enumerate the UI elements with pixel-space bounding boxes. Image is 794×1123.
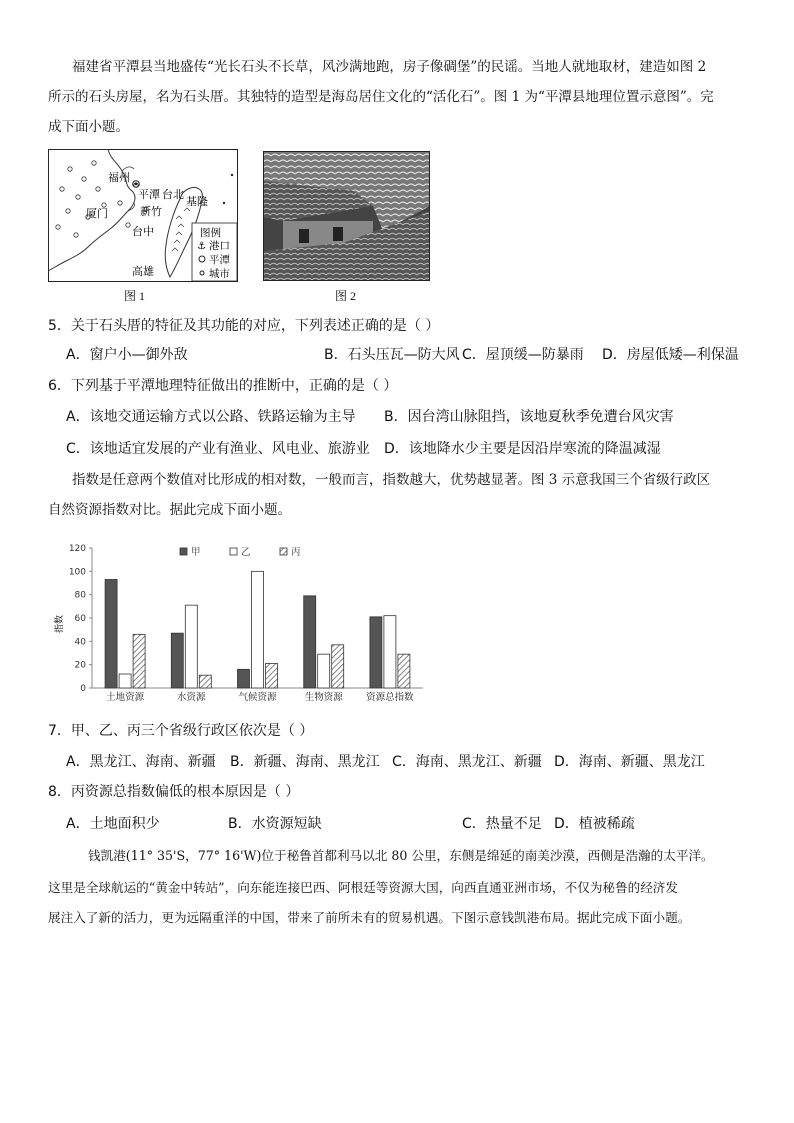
x-tick-label: 资源总指数 — [366, 692, 414, 703]
q7-stem: 7．甲、乙、丙三个省级行政区依次是（ ） — [48, 723, 314, 739]
y-tick-label: 40 — [74, 637, 86, 648]
y-tick-label: 60 — [74, 614, 86, 624]
intro3-line1: 钱凯港(11° 35'S，77° 16'W)位于秘鲁首都利马以北 80 公里，东侧是绵延的南美沙漠，西侧是浩瀚的太平洋。 — [88, 848, 714, 863]
q6-option-c[interactable]: C．该地适宜发展的产业有渔业、风电业、旅游业 — [66, 441, 370, 457]
label-xinzhu: 新竹 — [140, 205, 162, 218]
q8-option-d[interactable]: D．植被稀疏 — [554, 816, 635, 832]
bar-1-2 — [171, 633, 183, 688]
label-taibei: 台北 — [162, 188, 184, 201]
y-tick-label: 0 — [80, 684, 86, 694]
legend-label: 丙 — [291, 547, 301, 558]
y-tick-label: 100 — [68, 567, 86, 578]
legend-label: 乙 — [241, 547, 251, 558]
legend-swatch — [280, 548, 287, 555]
q6-option-a[interactable]: A．该地交通运输方式以公路、铁路运输为主导 — [66, 409, 356, 425]
q6-stem: 6．下列基于平潭地理特征做出的推断中，正确的是（ ） — [48, 378, 398, 394]
label-pingtan: 平潭 — [138, 188, 160, 201]
q6-option-b[interactable]: B．因台湾山脉阻挡，该地夏秋季免遭台风灾害 — [384, 409, 674, 425]
label-taizhong: 台中 — [132, 225, 154, 238]
anchor-icon: ⚓ — [197, 241, 206, 252]
intro1-line2: 所示的石头房屋，名为石头厝。其独特的造型是海岛居住文化的“活化石”。图 1 为“平潭县地理位置示意图”。完 — [48, 89, 714, 105]
chart-ylabel: 指数 — [55, 614, 65, 634]
x-tick-label: 气候资源 — [238, 692, 277, 703]
label-fuzhou: 福州 — [108, 171, 130, 184]
q8-option-a[interactable]: A．土地面积少 — [66, 816, 160, 832]
intro1-line1: 福建省平潭县当地盛传“光长石头不长草，风沙满地跑，房子像碉堡”的民谣。当地人就地取材，建造如图 2 — [72, 59, 707, 75]
legend-title: 图例 — [200, 227, 221, 239]
resource-index-chart — [48, 540, 428, 705]
bar-3-3 — [266, 664, 278, 689]
q5-stem: 5．关于石头厝的特征及其功能的对应，下列表述正确的是（ ） — [48, 318, 440, 334]
legend-label: 甲 — [191, 547, 201, 558]
bar-1-3 — [238, 669, 250, 688]
x-tick-label: 土地资源 — [106, 692, 145, 703]
bar-1-1 — [105, 580, 117, 689]
intro1-line3: 成下面小题。 — [48, 119, 129, 135]
q7-option-d[interactable]: D．海南、新疆、黑龙江 — [554, 754, 705, 770]
q7-option-c[interactable]: C．海南、黑龙江、新疆 — [392, 754, 542, 770]
intro3-line2: 这里是全球航运的“黄金中转站”，向东能连接巴西、阿根廷等资源大国，向西直通亚洲市场，不仅为秘鲁的经济发 — [48, 880, 678, 895]
intro2-line2: 自然资源指数对比。据此完成下面小题。 — [48, 502, 291, 518]
figure1-caption: 图 1 — [124, 289, 146, 303]
bar-3-1 — [133, 634, 145, 688]
x-tick-label: 水资源 — [177, 692, 206, 703]
q5-option-c[interactable]: C．屋顶缓—防暴雨 — [462, 347, 584, 363]
q7-option-a[interactable]: A．黑龙江、海南、新疆 — [66, 754, 216, 770]
bar-3-2 — [199, 675, 211, 688]
y-tick-label: 80 — [74, 590, 86, 601]
label-xiamen: 厦门 — [86, 207, 108, 220]
x-tick-label: 生物资源 — [304, 692, 343, 703]
q5-option-b[interactable]: B．石头压瓦—防大风 — [324, 347, 460, 363]
legend-swatch — [230, 548, 237, 555]
figure1-map — [48, 149, 238, 282]
q6-option-d[interactable]: D．该地降水少主要是因沿岸寒流的降温减湿 — [384, 441, 661, 457]
label-jilong: 基隆 — [186, 195, 208, 208]
bar-1-4 — [304, 596, 316, 688]
legend-pingtan: 平潭 — [209, 254, 230, 266]
bar-3-5 — [398, 654, 410, 688]
bar-2-5 — [384, 616, 396, 688]
q5-option-a[interactable]: A．窗户小—御外敌 — [66, 347, 188, 363]
bar-2-1 — [119, 674, 131, 688]
label-gaoxiong: 高雄 — [132, 265, 154, 278]
q7-option-b[interactable]: B．新疆、海南、黑龙江 — [230, 754, 380, 770]
figure2-caption: 图 2 — [335, 289, 357, 303]
q8-option-c[interactable]: C．热量不足 — [462, 816, 542, 832]
bar-3-4 — [332, 645, 344, 688]
q8-stem: 8．丙资源总指数偏低的根本原因是（ ） — [48, 784, 300, 800]
figure2-photo — [263, 151, 430, 281]
intro2-line1: 指数是任意两个数值对比形成的相对数，一般而言，指数越大，优势越显著。图 3 示意我国三个省级行政区 — [72, 472, 711, 488]
bar-1-5 — [370, 617, 382, 688]
intro3-line3: 展注入了新的活力，更为远隔重洋的中国，带来了前所未有的贸易机遇。下图示意钱凯港布局。据此完成下面小题。 — [48, 910, 691, 925]
bar-2-3 — [252, 571, 264, 688]
legend-port: 港口 — [209, 240, 230, 252]
bar-2-4 — [318, 654, 330, 688]
legend-swatch — [180, 548, 187, 555]
y-tick-label: 120 — [68, 544, 86, 554]
y-tick-label: 20 — [74, 660, 86, 671]
q5-option-d[interactable]: D．房屋低矮—利保温 — [602, 347, 739, 363]
bar-2-2 — [185, 605, 197, 688]
q8-option-b[interactable]: B．水资源短缺 — [228, 816, 322, 832]
legend-city: 城市 — [209, 268, 230, 280]
